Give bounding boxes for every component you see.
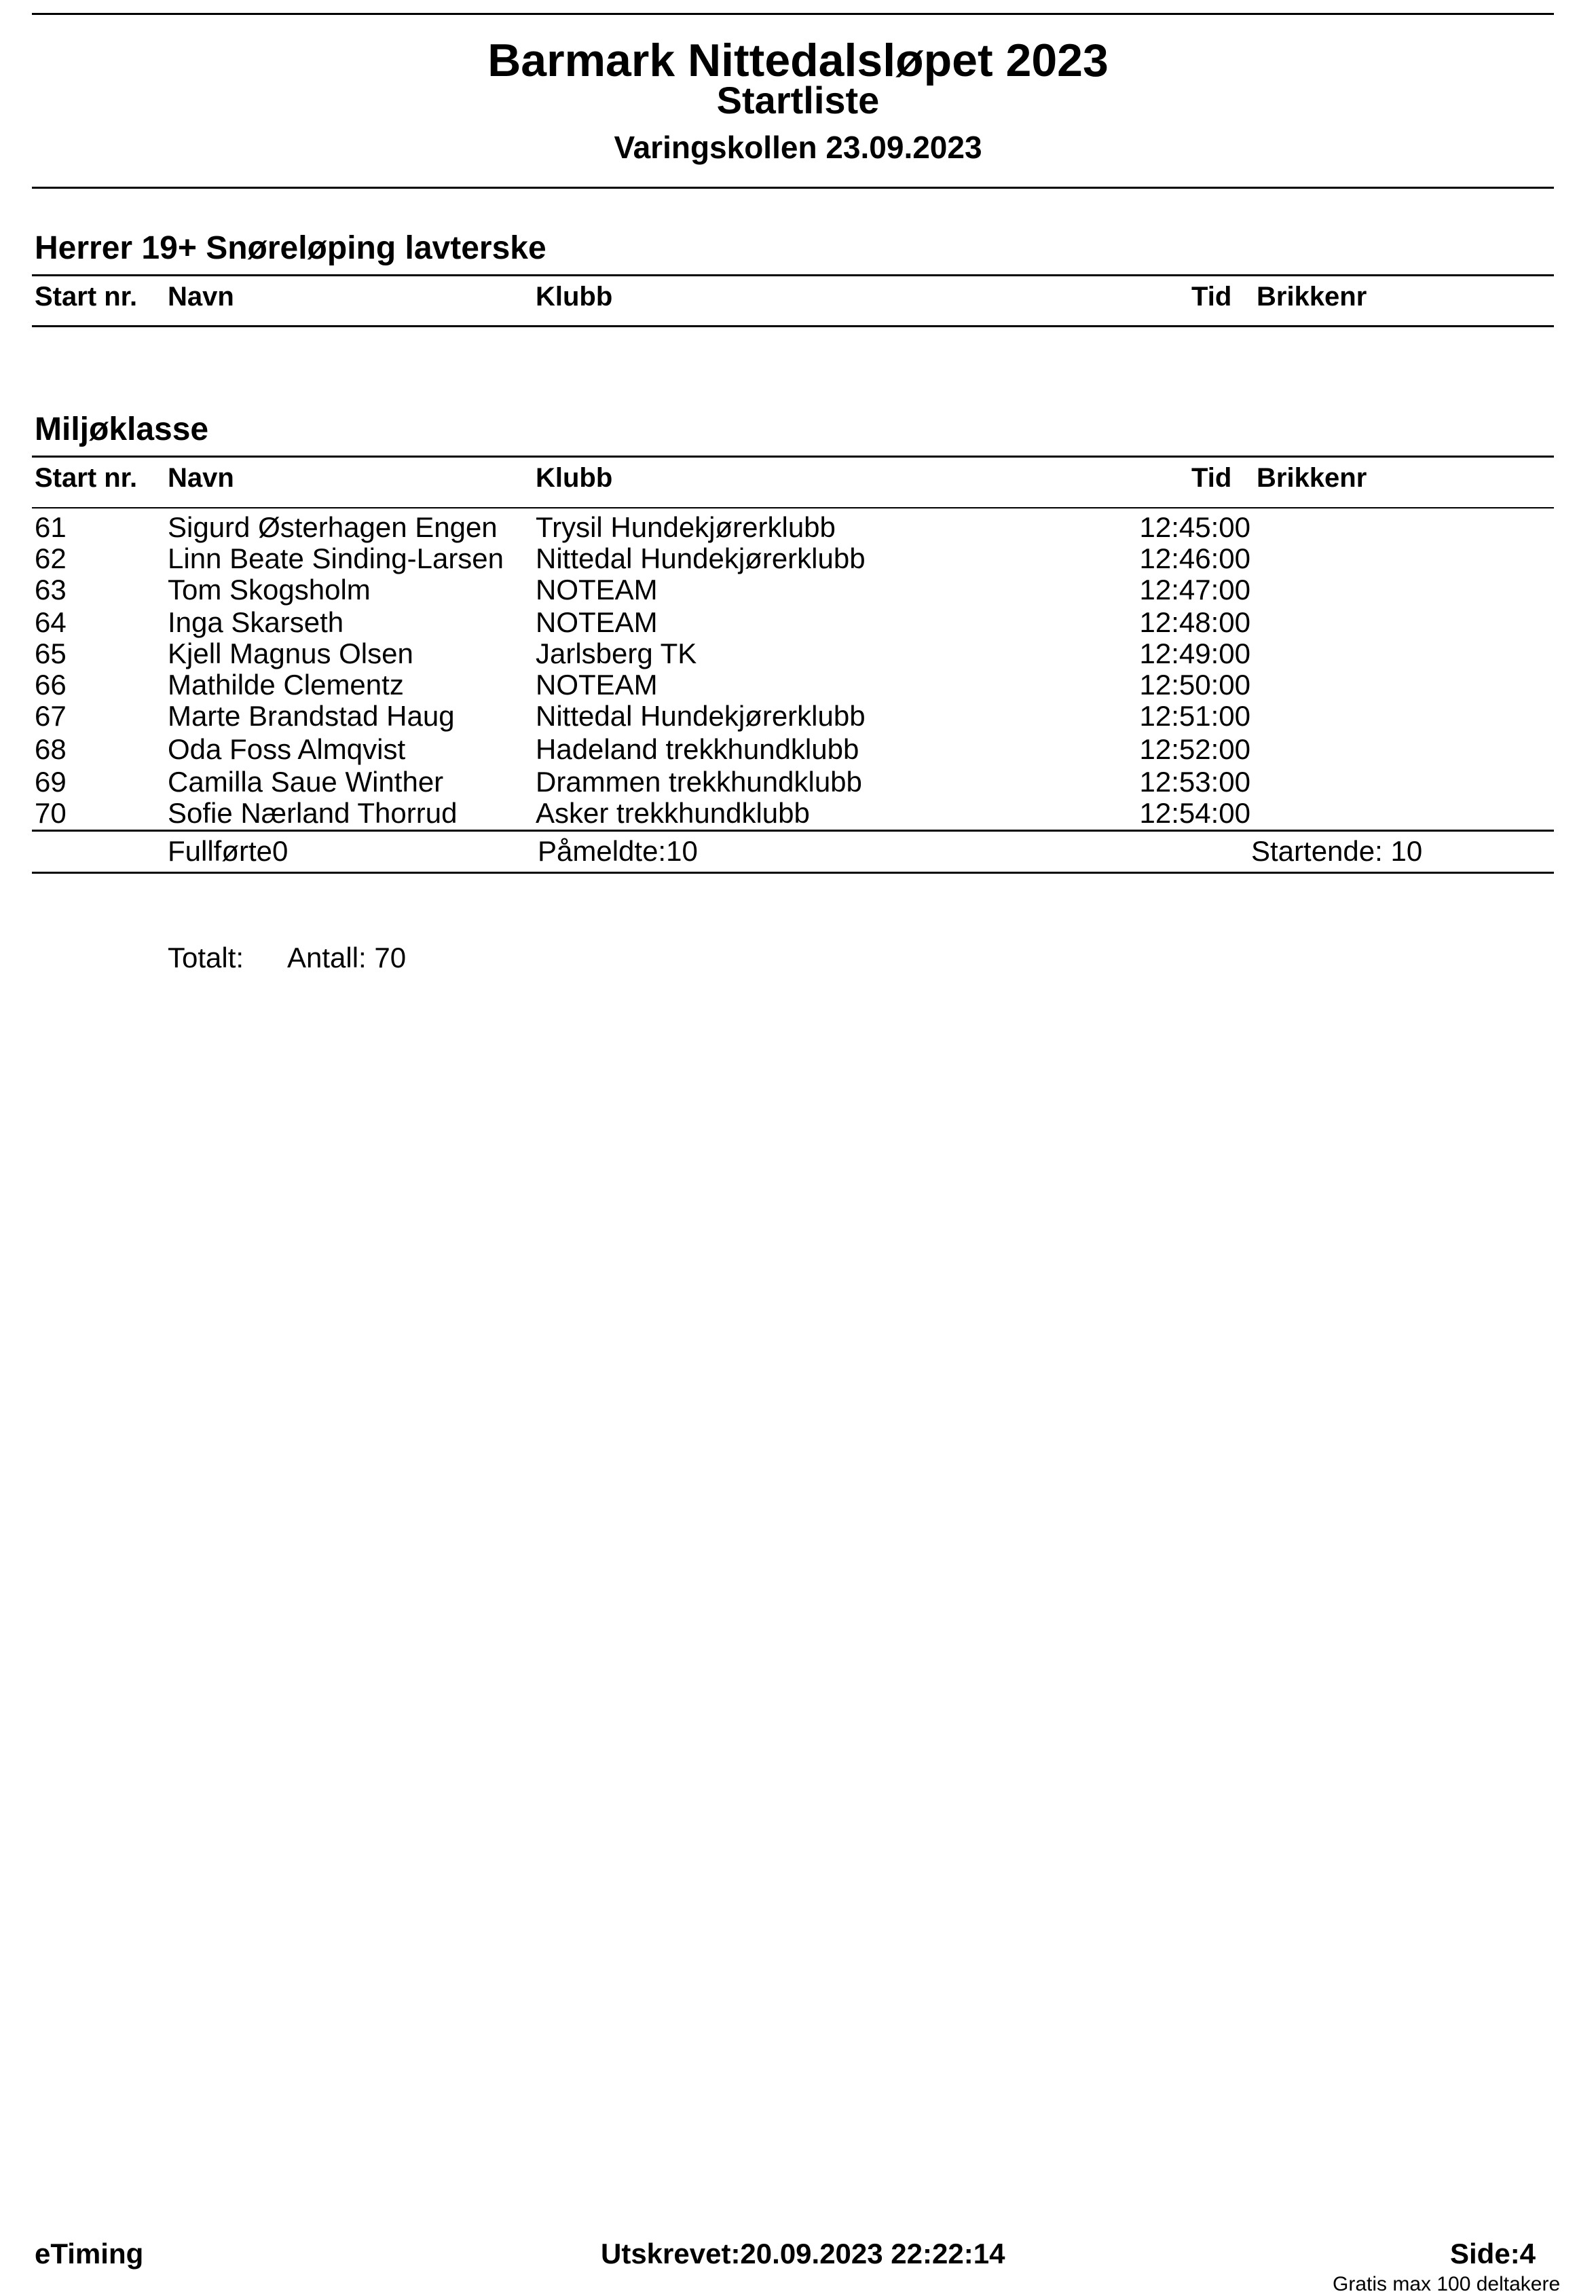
start-time: 12:53:00 [1139, 766, 1250, 798]
start-number: 67 [35, 700, 67, 732]
club-name: Asker trekkhundklubb [536, 797, 810, 829]
start-time: 12:48:00 [1139, 606, 1250, 638]
col-header-navn: Navn [168, 463, 234, 493]
start-time: 12:47:00 [1139, 574, 1250, 606]
participant-name: Inga Skarseth [168, 606, 344, 638]
col-header-nr: Start nr. [35, 463, 138, 493]
class-title: Miljøklasse [35, 411, 209, 447]
class-header-top-rule [32, 274, 1554, 276]
participant-name: Oda Foss Almqvist [168, 733, 406, 765]
start-number: 66 [35, 669, 67, 701]
start-number: 61 [35, 511, 67, 543]
participant-name: Marte Brandstad Haug [168, 700, 455, 732]
totals-count: Antall: 70 [287, 942, 407, 974]
participant-name: Sofie Nærland Thorrud [168, 797, 458, 829]
club-name: Drammen trekkhundklubb [536, 766, 862, 798]
start-time: 12:45:00 [1139, 511, 1250, 543]
participant-name: Sigurd Østerhagen Engen [168, 511, 498, 543]
start-time: 12:50:00 [1139, 669, 1250, 701]
club-name: Nittedal Hundekjørerklubb [536, 542, 866, 574]
club-name: Trysil Hundekjørerklubb [536, 511, 836, 543]
class-title: Herrer 19+ Snøreløping lavterske [35, 230, 546, 266]
start-time: 12:52:00 [1139, 733, 1250, 765]
start-number: 70 [35, 797, 67, 829]
col-header-nr: Start nr. [35, 282, 138, 312]
start-time: 12:49:00 [1139, 637, 1250, 669]
footer-license-note: Gratis max 100 deltakere [1333, 2273, 1561, 2295]
starters-count: Startende: 10 [1251, 835, 1423, 867]
registered-count: Påmeldte:10 [538, 835, 698, 867]
summary-bottom-rule [32, 872, 1554, 874]
participant-name: Camilla Saue Winther [168, 766, 444, 798]
participant-name: Mathilde Clementz [168, 669, 404, 701]
club-name: NOTEAM [536, 669, 658, 701]
footer-software: eTiming [35, 2238, 144, 2270]
start-number: 68 [35, 733, 67, 765]
participant-name: Linn Beate Sinding-Larsen [168, 542, 504, 574]
start-number: 64 [35, 606, 67, 638]
footer-page-number: Side:4 [1450, 2238, 1536, 2270]
club-name: NOTEAM [536, 606, 658, 638]
club-name: NOTEAM [536, 574, 658, 606]
header-bottom-rule [32, 187, 1554, 189]
venue-date: Varingskollen 23.09.2023 [614, 130, 982, 165]
col-header-brikke: Brikkenr [1257, 463, 1367, 493]
totals-label: Totalt: [168, 942, 244, 974]
class-header-bottom-rule [32, 325, 1554, 327]
participant-name: Kjell Magnus Olsen [168, 637, 413, 669]
start-time: 12:51:00 [1139, 700, 1250, 732]
col-header-klubb: Klubb [536, 463, 613, 493]
top-rule [32, 13, 1554, 15]
col-header-tid: Tid [1191, 282, 1232, 312]
start-time: 12:46:00 [1139, 542, 1250, 574]
summary-top-rule [32, 830, 1554, 832]
class-header-bottom-rule [32, 507, 1554, 508]
start-number: 69 [35, 766, 67, 798]
start-number: 62 [35, 542, 67, 574]
footer-printed-timestamp: Utskrevet:20.09.2023 22:22:14 [601, 2238, 1005, 2270]
club-name: Jarlsberg TK [536, 637, 697, 669]
participant-name: Tom Skogsholm [168, 574, 371, 606]
club-name: Nittedal Hundekjørerklubb [536, 700, 866, 732]
col-header-klubb: Klubb [536, 282, 613, 312]
start-number: 63 [35, 574, 67, 606]
start-time: 12:54:00 [1139, 797, 1250, 829]
col-header-brikke: Brikkenr [1257, 282, 1367, 312]
col-header-navn: Navn [168, 282, 234, 312]
completed-count: Fullførte0 [168, 835, 289, 867]
col-header-tid: Tid [1191, 463, 1232, 493]
start-number: 65 [35, 637, 67, 669]
document-title: Barmark Nittedalsløpet 2023 [487, 35, 1109, 86]
class-header-top-rule [32, 456, 1554, 458]
club-name: Hadeland trekkhundklubb [536, 733, 859, 765]
document-subtitle: Startliste [716, 79, 880, 122]
